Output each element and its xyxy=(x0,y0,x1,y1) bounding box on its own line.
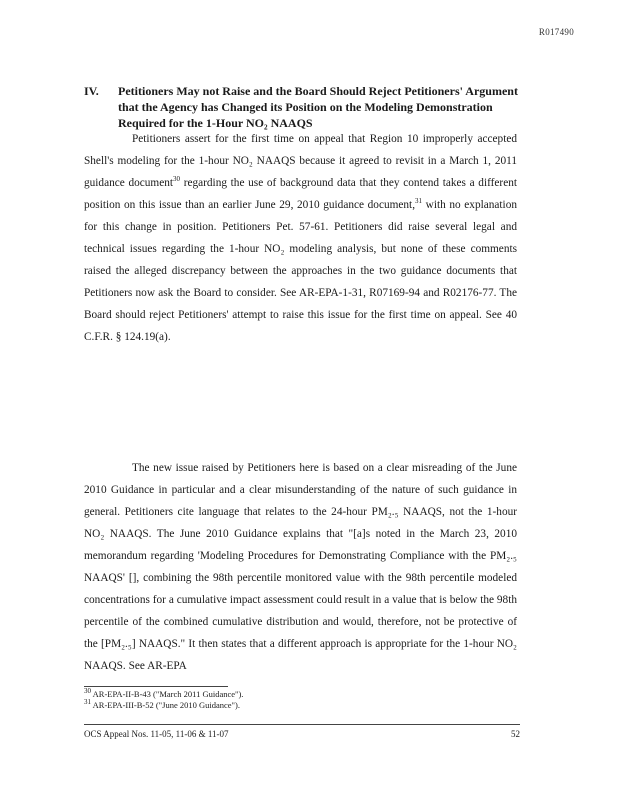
section-number: IV. xyxy=(84,84,99,98)
paragraph-1 xyxy=(84,128,517,348)
paragraph-1-text-b: regarding the use of background data that they contend takes a different position on this issue than an earlier June 29, 2010 guidance document, xyxy=(84,177,517,211)
footnote-30 xyxy=(84,689,517,700)
footer-divider xyxy=(84,724,520,725)
bates-number: R017490 xyxy=(538,27,574,37)
footnotes xyxy=(84,689,517,711)
page-number: 52 xyxy=(511,729,520,739)
paragraph-2-text: The new issue raised by Petitioners here is based on a clear misreading of the June 2010 Guidance in particular and a clear misunderstanding of the nature of such guidance in general. Petitioners cite language that relates to the 24-hour PM₂.₅ NAAQS, not the 1-hour NO₂ NAAQS. The June 2010 Guidance explains that "[a]s noted in the March 23, 2010 memorandum regarding 'Modeling Procedures for Demonstrating Compliance with the PM₂.₅ NAAQS' [], combining the 98th percentile monitored value with the 98th percentile modeled concentrations for a cumulative impact assessment could result in a value that is below the 98th percentile of the combined cumulative distribution and would, therefore, not be protective of the [PM₂.₅] NAAQS." It then states that a different approach is appropriate for the 1-hour NO₂ NAAQS. See AR-EPA xyxy=(84,462,517,672)
section-heading xyxy=(84,83,524,131)
paragraph-1-text-a: Petitioners assert for the first time on appeal that Region 10 improperly accepted Shell's modeling for the 1-hour NO₂ NAAQS because it agreed to revisit in a March 1, 2011 guidance document xyxy=(84,133,517,189)
footnote-mark: 31 xyxy=(84,698,91,707)
paragraph-1-text-c: with no explanation for this change in position. Petitioners Pet. 57-61. Petitioners did raise several legal and technical issues regarding the 1-hour NO₂ modeling analysis, but none of these comments raised the alleged discrepancy between the approaches in the two guidance documents that Petitioners now ask the Board to consider. See AR-EPA-1-31, R07169-94 and R02176-77. The Board should reject Petitioners' attempt to raise this issue for the first time on appeal. See 40 C.F.R. § 124.19(a). xyxy=(84,199,517,343)
footnote-mark: 30 xyxy=(84,687,91,696)
footnote-ref-30[interactable]: 30 xyxy=(173,175,181,184)
section-title: Petitioners May not Raise and the Board Should Reject Petitioners' Argument that the Agency has Changed its Position on the Modeling Demonstration Required for the 1-Hour NO₂ NAAQS xyxy=(118,84,518,130)
footnote-31 xyxy=(84,700,517,711)
paragraph-2 xyxy=(84,457,517,677)
footnote-text: AR-EPA-III-B-52 ("June 2010 Guidance"). xyxy=(92,700,240,710)
footnote-divider xyxy=(84,686,228,687)
footnote-ref-31[interactable]: 31 xyxy=(415,197,423,206)
case-citation: OCS Appeal Nos. 11-05, 11-06 & 11-07 xyxy=(84,729,229,739)
footnote-text: AR-EPA-II-B-43 ("March 2011 Guidance"). xyxy=(92,689,244,699)
